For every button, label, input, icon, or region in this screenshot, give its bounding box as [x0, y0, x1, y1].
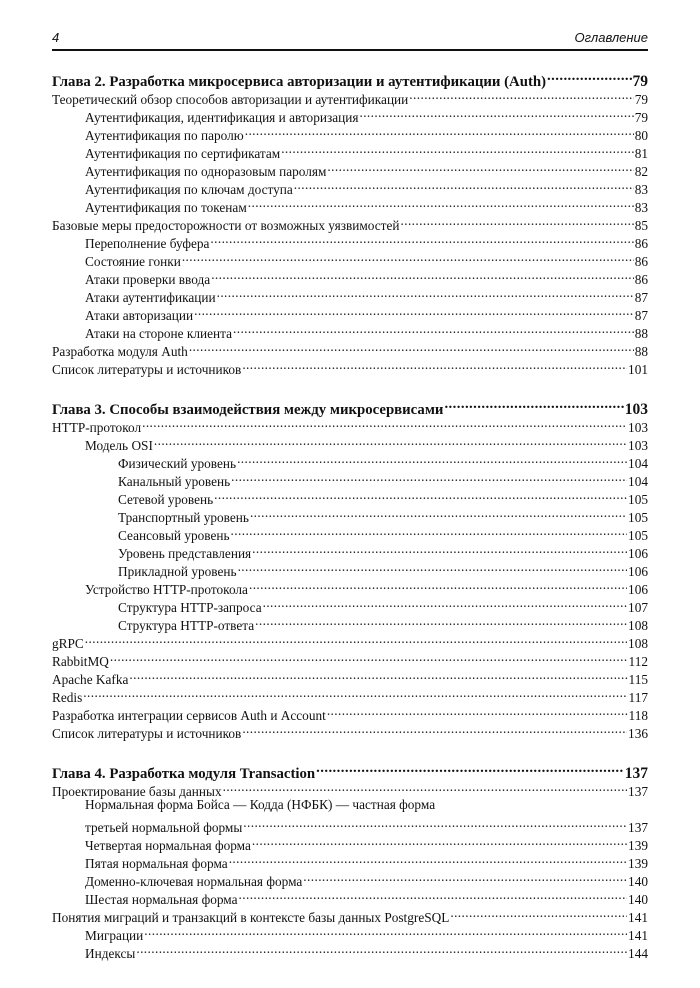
toc-page-number: 104 — [628, 474, 648, 489]
running-title: Оглавление — [574, 30, 648, 45]
toc-page-number: 137 — [624, 765, 648, 782]
toc-chapter[interactable] — [52, 758, 648, 782]
toc-entry-title: третьей нормальной формы — [85, 820, 243, 835]
toc-entry-title: gRPC — [52, 636, 84, 651]
dot-leader — [327, 158, 633, 176]
dot-leader — [401, 212, 634, 230]
toc-entry-title: Нормальная форма Бойса — Кодда (НФБК) — частная форма — [85, 797, 436, 812]
dot-leader — [144, 922, 627, 940]
toc-entry-title: Apache Kafka — [52, 672, 129, 687]
toc-chapter[interactable] — [52, 394, 648, 418]
toc-entry[interactable] — [52, 796, 648, 814]
toc-chapter[interactable] — [52, 66, 648, 90]
toc-entry-title: Атаки проверки ввода — [85, 272, 211, 287]
toc-page-number: 108 — [628, 618, 648, 633]
toc-page-number: 80 — [634, 128, 648, 143]
toc-entry-title: Пятая нормальная форма — [85, 856, 228, 871]
toc-entry-title: Атаки на стороне клиента — [85, 326, 232, 341]
toc-page-number: 101 — [628, 362, 648, 377]
dot-leader — [249, 576, 627, 594]
running-header — [52, 30, 648, 48]
toc-page-number: 79 — [634, 92, 648, 107]
toc-entry-title: Атаки авторизации — [85, 308, 194, 323]
dot-leader — [229, 850, 627, 868]
toc-entry[interactable] — [52, 630, 648, 651]
toc-page-number: 103 — [628, 438, 648, 453]
dot-leader — [214, 486, 627, 504]
toc-entry-title: Канальный уровень — [118, 474, 231, 489]
dot-leader — [359, 104, 633, 122]
toc-page-number: 115 — [628, 672, 648, 687]
toc-page-number: 140 — [628, 874, 648, 889]
toc-entry-title: Аутентификация, идентификация и авторизация — [85, 110, 359, 125]
toc-page-number: 87 — [634, 308, 648, 323]
dot-leader — [327, 702, 628, 720]
toc-entry-title: Разработка модуля Auth — [52, 344, 188, 359]
dot-leader — [281, 140, 634, 158]
toc-page-number: 88 — [634, 344, 648, 359]
toc-page-number: 106 — [628, 582, 648, 597]
toc-page-number: 79 — [634, 110, 648, 125]
toc-entry[interactable] — [52, 814, 648, 835]
dot-leader — [252, 832, 627, 850]
toc-page-number: 139 — [628, 838, 648, 853]
dot-leader — [242, 720, 627, 738]
dot-leader — [223, 778, 627, 796]
toc-entry-title: Четвертая нормальная форма — [85, 838, 251, 853]
dot-leader — [294, 176, 634, 194]
toc-entry-title: Уровень представления — [118, 546, 252, 561]
toc-entry-title: Индексы — [85, 946, 136, 961]
dot-leader — [242, 356, 627, 374]
toc-page-number: 117 — [628, 690, 648, 705]
toc-page-number: 112 — [628, 654, 648, 669]
toc-page-number: 104 — [628, 456, 648, 471]
toc-entry-title: Глава 2. Разработка микросервиса авторизации и аутентификации (Auth) — [52, 74, 547, 90]
toc-entry-title: Базовые меры предосторожности от возможных уязвимостей — [52, 218, 400, 233]
page-number: 4 — [52, 30, 60, 45]
dot-leader — [217, 284, 634, 302]
dot-leader — [237, 450, 627, 468]
dot-leader — [233, 320, 634, 338]
dot-leader — [231, 522, 628, 540]
dot-leader — [547, 66, 631, 86]
toc-entry-title: Транспортный уровень — [118, 510, 249, 525]
toc-entry[interactable] — [52, 414, 648, 435]
toc-entry[interactable] — [52, 666, 648, 687]
dot-leader — [243, 814, 627, 832]
toc-entry[interactable] — [52, 684, 648, 705]
dot-leader — [136, 940, 627, 958]
toc-entry-title: Миграции — [85, 928, 144, 943]
toc-entry-title: Физический уровень — [118, 456, 237, 471]
toc-page-number: 141 — [628, 928, 648, 943]
toc-page-number: 103 — [624, 401, 648, 418]
toc-page-number: 137 — [628, 784, 648, 799]
toc-entry-title: Список литературы и источников — [52, 362, 242, 377]
toc-entry-title: Прикладной уровень — [118, 564, 237, 579]
toc-page-number: 86 — [634, 272, 648, 287]
dot-leader — [450, 904, 627, 922]
toc-entry[interactable] — [52, 432, 648, 453]
dot-leader — [142, 414, 627, 432]
dot-leader — [245, 122, 634, 140]
toc-entry-title: Аутентификация по токенам — [85, 200, 247, 215]
toc-page-number: 108 — [628, 636, 648, 651]
toc-page-number: 88 — [634, 326, 648, 341]
dot-leader — [239, 886, 628, 904]
dot-leader — [255, 612, 627, 630]
toc-entry-title: Устройство HTTP-протокола — [85, 582, 248, 597]
toc-page-number: 118 — [628, 708, 648, 723]
toc-page-number: 137 — [628, 820, 648, 835]
toc-entry-title: HTTP-протокол — [52, 420, 142, 435]
dot-leader — [129, 666, 627, 684]
toc-entry-title: Сетевой уровень — [118, 492, 214, 507]
toc-page-number: 83 — [634, 200, 648, 215]
toc-entry-title: Глава 3. Способы взаимодействия между микросервисами — [52, 402, 444, 418]
dot-leader — [182, 248, 634, 266]
table-of-contents — [52, 66, 648, 961]
dot-leader — [263, 594, 627, 612]
toc-entry-title: Проектирование базы данных — [52, 784, 222, 799]
toc-entry-title: Сеансовый уровень — [118, 528, 230, 543]
toc-entry-title: Разработка интеграции сервисов Auth и Account — [52, 708, 326, 723]
toc-page-number: 144 — [628, 946, 648, 961]
toc-page-number: 86 — [634, 254, 648, 269]
dot-leader — [238, 558, 627, 576]
toc-entry[interactable] — [52, 648, 648, 669]
toc-page-number: 106 — [628, 546, 648, 561]
toc-page-number: 85 — [634, 218, 648, 233]
toc-entry-title: Переполнение буфера — [85, 236, 210, 251]
dot-leader — [194, 302, 634, 320]
toc-page-number: 82 — [634, 164, 648, 179]
dot-leader — [444, 394, 623, 414]
toc-page-number: 87 — [634, 290, 648, 305]
toc-page-number: 83 — [634, 182, 648, 197]
toc-entry-title: Понятия миграций и транзакций в контексте базы данных PostgreSQL — [52, 910, 450, 925]
toc-entry-title: Структура HTTP-запроса — [118, 600, 262, 615]
toc-entry[interactable] — [52, 702, 648, 723]
toc-page-number: 103 — [628, 420, 648, 435]
dot-leader — [250, 504, 627, 522]
toc-page-number: 140 — [628, 892, 648, 907]
toc-entry-title: Доменно-ключевая нормальная форма — [85, 874, 303, 889]
toc-entry-title: RabbitMQ — [52, 654, 109, 669]
toc-page-number: 106 — [628, 564, 648, 579]
dot-leader — [211, 266, 634, 284]
toc-page-number: 107 — [628, 600, 648, 615]
toc-page-number: 86 — [634, 236, 648, 251]
toc-entry-title: Модель OSI — [85, 438, 153, 453]
dot-leader — [303, 868, 627, 886]
toc-entry-title: Аутентификация по ключам доступа — [85, 182, 293, 197]
dot-leader — [231, 468, 627, 486]
toc-entry-title: Шестая нормальная форма — [85, 892, 238, 907]
toc-entry-title: Состояние гонки — [85, 254, 181, 269]
toc-page-number: 79 — [632, 73, 648, 90]
dot-leader — [154, 432, 627, 450]
toc-page-number: 81 — [634, 146, 648, 161]
toc-page-number: 141 — [628, 910, 648, 925]
toc-entry-title: Атаки аутентификации — [85, 290, 216, 305]
toc-page-number: 105 — [628, 528, 648, 543]
toc-entry-title: Аутентификация по сертификатам — [85, 146, 281, 161]
toc-entry-title: Глава 4. Разработка модуля Transaction — [52, 766, 316, 782]
dot-leader — [83, 684, 627, 702]
toc-page-number: 136 — [628, 726, 648, 741]
dot-leader — [189, 338, 634, 356]
toc-page-number: 105 — [628, 510, 648, 525]
toc-page-number: 139 — [628, 856, 648, 871]
dot-leader — [409, 86, 633, 104]
dot-leader — [316, 758, 624, 778]
header-rule — [52, 49, 648, 51]
dot-leader — [248, 194, 634, 212]
toc-entry-title: Аутентификация по одноразовым паролям — [85, 164, 327, 179]
toc-entry-title: Теоретический обзор способов авторизации и аутентификации — [52, 92, 409, 107]
toc-entry-title: Redis — [52, 690, 83, 705]
dot-leader — [210, 230, 633, 248]
toc-page-number: 105 — [628, 492, 648, 507]
toc-entry-title: Структура HTTP-ответа — [118, 618, 255, 633]
dot-leader — [85, 630, 627, 648]
dot-leader — [252, 540, 627, 558]
dot-leader — [110, 648, 628, 666]
toc-entry-title: Список литературы и источников — [52, 726, 242, 741]
toc-entry[interactable] — [52, 940, 648, 961]
toc-entry-title: Аутентификация по паролю — [85, 128, 244, 143]
